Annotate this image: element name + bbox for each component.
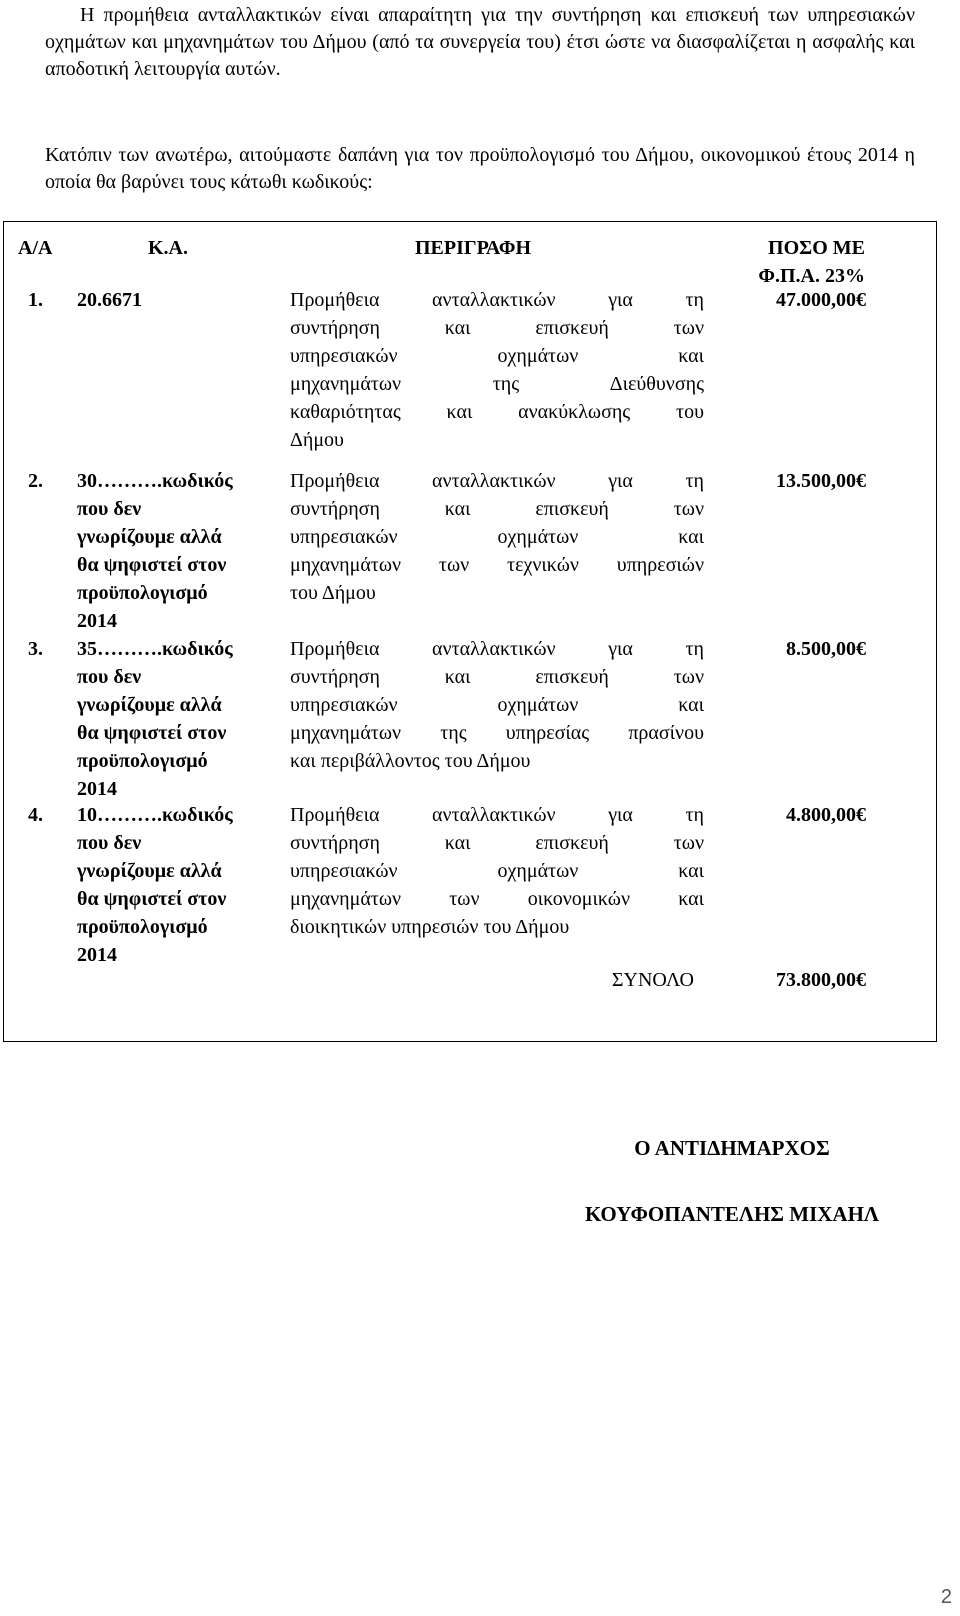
row3-code-line: 2014 bbox=[77, 778, 117, 800]
row3-code bbox=[77, 635, 277, 803]
row2-code-line: 2014 bbox=[77, 610, 117, 632]
total-amount: 73.800,00€ bbox=[776, 969, 866, 991]
row2-desc-line: συντήρηση και επισκευή των bbox=[290, 498, 704, 520]
row2-desc-line: του Δήμου bbox=[290, 582, 376, 604]
row2-aa: 2. bbox=[28, 470, 43, 492]
row4-desc-line: συντήρηση και επισκευή των bbox=[290, 832, 704, 854]
row2-desc-line: μηχανημάτων των τεχνικών υπηρεσιών bbox=[290, 554, 704, 576]
row3-code-line: προϋπολογισμό bbox=[77, 750, 208, 772]
signature-title: Ο ΑΝΤΙΔΗΜΑΡΧΟΣ bbox=[634, 1136, 830, 1160]
request-paragraph: Κατόπιν των ανωτέρω, αιτούμαστε δαπάνη για τον προϋπολογισμό του Δήμου, οικονομικού έτους 2014 η οποία θα βαρύνει τους κάτωθι κωδικούς: bbox=[45, 144, 915, 193]
row4-code-line: που δεν bbox=[77, 832, 142, 854]
row4-aa: 4. bbox=[28, 804, 43, 826]
row3-code-line: 35……….κωδικός bbox=[77, 638, 233, 660]
row4-desc-line: Προμήθεια ανταλλακτικών για τη bbox=[290, 804, 704, 826]
row1-amount: 47.000,00€ bbox=[776, 289, 866, 311]
row1-desc-line: μηχανημάτων της Διεύθυνσης bbox=[290, 373, 704, 395]
row3-desc-line: υπηρεσιακών οχημάτων και bbox=[290, 694, 704, 716]
row4-code-line: προϋπολογισμό bbox=[77, 916, 208, 938]
row3-aa: 3. bbox=[28, 638, 43, 660]
header-ka: Κ.Α. bbox=[148, 237, 188, 259]
row3-desc-line: Προμήθεια ανταλλακτικών για τη bbox=[290, 638, 704, 660]
row4-code-line: 10……….κωδικός bbox=[77, 804, 233, 826]
row1-desc-line: Δήμου bbox=[290, 429, 344, 451]
header-amount-line2-text: Φ.Π.Α. 23% bbox=[758, 265, 865, 287]
row1-desc-line: υπηρεσιακών οχημάτων και bbox=[290, 345, 704, 367]
row4-code-line: θα ψηφιστεί στον bbox=[77, 888, 227, 910]
row1-desc-line: καθαριότητας και ανακύκλωσης του bbox=[290, 401, 704, 423]
total-label: ΣΥΝΟΛΟ bbox=[611, 969, 694, 991]
row3-code-line: που δεν bbox=[77, 666, 142, 688]
row3-amount: 8.500,00€ bbox=[786, 638, 866, 660]
row2-code bbox=[77, 467, 277, 635]
header-description: ΠΕΡΙΓΡΑΦΗ bbox=[415, 237, 532, 259]
row1-aa: 1. bbox=[28, 289, 43, 311]
row3-desc-line: μηχανημάτων της υπηρεσίας πρασίνου bbox=[290, 722, 704, 744]
row4-desc-line: διοικητικών υπηρεσιών του Δήμου bbox=[290, 916, 570, 938]
row2-desc-line: Προμήθεια ανταλλακτικών για τη bbox=[290, 470, 704, 492]
row2-amount: 13.500,00€ bbox=[776, 470, 866, 492]
page-number: 2 bbox=[940, 1586, 952, 1608]
row4-amount: 4.800,00€ bbox=[786, 804, 866, 826]
header-aa: Α/Α bbox=[18, 237, 53, 259]
row4-code-line: 2014 bbox=[77, 944, 117, 966]
row3-desc-line: συντήρηση και επισκευή των bbox=[290, 666, 704, 688]
row2-code-line: που δεν bbox=[77, 498, 142, 520]
row4-desc-line: μηχανημάτων των οικονομικών και bbox=[290, 888, 704, 910]
row3-code-line: γνωρίζουμε αλλά bbox=[77, 694, 222, 716]
row4-description bbox=[290, 801, 704, 941]
row3-description bbox=[290, 635, 704, 775]
row4-code bbox=[77, 801, 277, 969]
header-amount-line1: ΠΟΣΟ ΜΕ bbox=[768, 237, 865, 259]
row2-code-line: 30……….κωδικός bbox=[77, 470, 233, 492]
intro-paragraph: Η προμήθεια ανταλλακτικών είναι απαραίτητη για την συντήρηση και επισκευή των υπηρεσιακών οχημάτων και μηχανημάτων του Δήμου (από τα συνεργεία του) έτσι ώστε να διασφαλίζεται η ασφαλής και αποδοτική λειτουργία αυτών. bbox=[45, 4, 915, 80]
row2-code-line: θα ψηφιστεί στον bbox=[77, 554, 227, 576]
row3-code-line: θα ψηφιστεί στον bbox=[77, 722, 227, 744]
row4-code-line: γνωρίζουμε αλλά bbox=[77, 860, 222, 882]
header-amount bbox=[740, 234, 865, 290]
row1-desc-line: Προμήθεια ανταλλακτικών για τη bbox=[290, 289, 704, 311]
row2-code-line: γνωρίζουμε αλλά bbox=[77, 526, 222, 548]
signature-name: ΚΟΥΦΟΠΑΝΤΕΛΗΣ ΜΙΧΑΗΛ bbox=[585, 1202, 879, 1226]
row2-desc-line: υπηρεσιακών οχημάτων και bbox=[290, 526, 704, 548]
row4-desc-line: υπηρεσιακών οχημάτων και bbox=[290, 860, 704, 882]
row3-desc-line: και περιβάλλοντος του Δήμου bbox=[290, 750, 531, 772]
row2-code-line: προϋπολογισμό bbox=[77, 582, 208, 604]
row2-description bbox=[290, 467, 704, 607]
row1-code: 20.6671 bbox=[77, 289, 142, 311]
row1-desc-line: συντήρηση και επισκευή των bbox=[290, 317, 704, 339]
row1-description bbox=[290, 286, 704, 454]
